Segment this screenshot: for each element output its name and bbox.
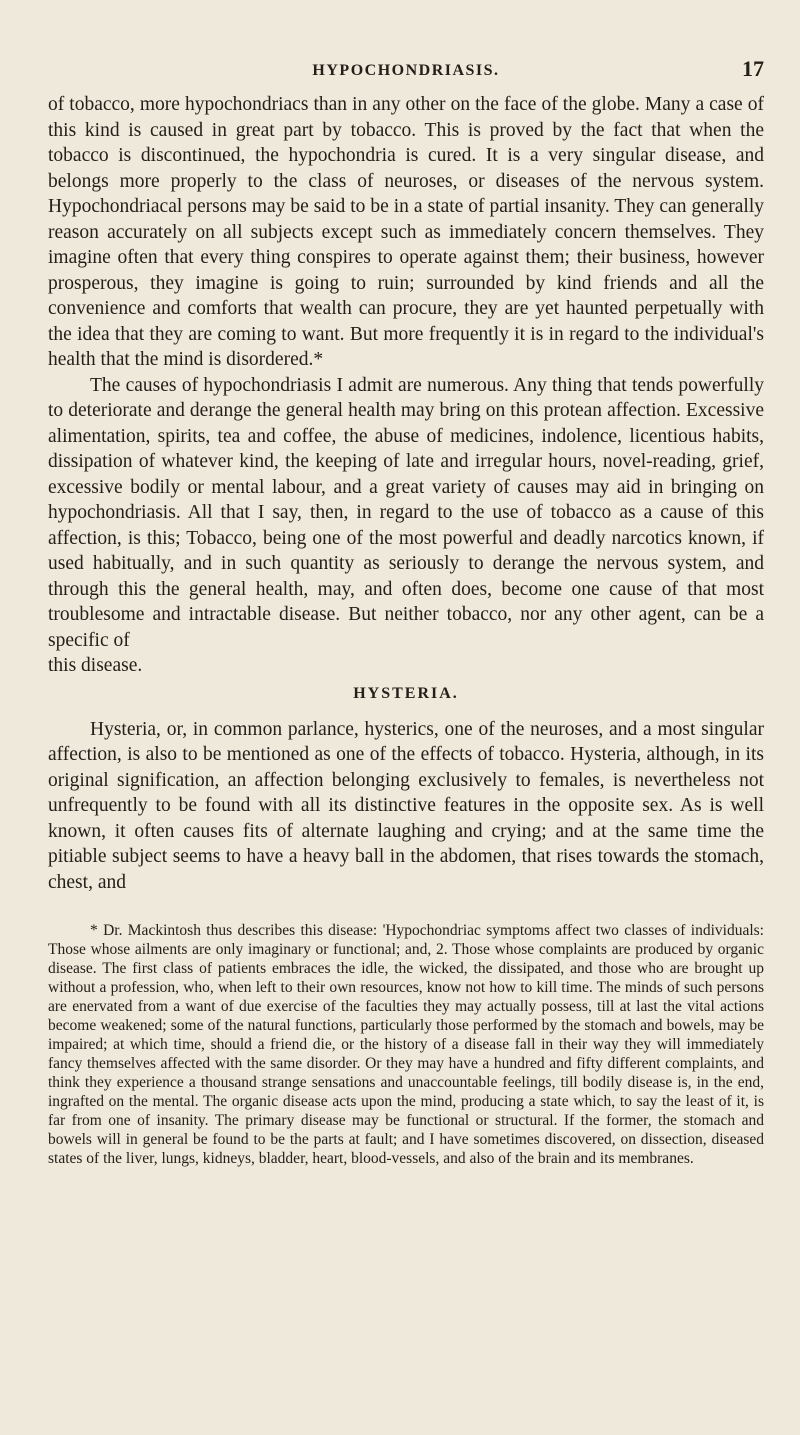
paragraph-causes-end: this disease. (48, 655, 143, 676)
footnote-text: * Dr. Mackintosh thus describes this disease: 'Hypochondriac symptoms affect two classes of individuals: Those whose ailments are only imaginary or functional; and, 2. Those whose complaints are produced by organic disease. The first class of patients embraces the idle, the wicked, the dissipated, and those who are brought up without a profession, who, when left to their own resources, know not how to kill time. The minds of such persons are enervated from a want of due exercise of the faculties they may actually possess, till at last the vital actions become weakened; some of the natural functions, particularly those performed by the stomach and bowels, may be impaired; at which time, should a friend die, or the history of a disease fall in their way they will immediately fancy themselves affected with the same disorder. Or they may have a hundred and fifty different complaints, and think they experience a thousand strange sensations and unaccountable feelings, till bodily disease is, in the end, ingrafted on the mental. The organic disease acts upon the mind, producing a state which, to say the least of it, is far from one of insanity. The primary disease may be functional or structural. If the former, the stomach and bowels will in general be found to be the parts at fault; and I have sometimes discovered, on dissection, diseased states of the liver, lungs, kidneys, bladder, heart, blood-vessels, and also of the brain and its membranes. (48, 922, 764, 1167)
paragraph-tobacco-hypochondria: of tobacco, more hypochondriacs than in any other on the face of the globe. Many a case of this kind is caused in great part by tobacco. This is proved by the fact that when the tobacco is discontinued, the hypochondria is cured. It is a very singular disease, and belongs more properly to the class of neuroses, or diseases of the nervous system. Hypochondriacal persons may be said to be in a state of partial insanity. They can generally reason accurately on all subjects except such as immediately concern themselves. They imagine often that every thing conspires to operate against them; their business, however prosperous, they imagine is going to ruin; surrounded by kind friends and all the convenience and comforts that wealth can procure, they are yet haunted perpetually with the idea that they are coming to want. But more frequently it is in regard to the individual's health that the mind is disordered.* (48, 94, 764, 370)
running-title: HYPOCHONDRIASIS. (312, 62, 500, 79)
footnote (48, 921, 764, 1168)
running-head (48, 56, 764, 92)
page-number: 17 (742, 56, 764, 81)
section-heading-hysteria: HYSTERIA. (353, 684, 459, 702)
paragraph-causes: The causes of hypochondriasis I admit are numerous. Any thing that tends powerfully to deteriorate and derange the general health may bring on this protean affection. Excessive alimentation, spirits, tea and coffee, the abuse of medicines, indolence, licentious habits, dissipation of whatever kind, the keeping of late and irregular hours, novel-reading, grief, excessive bodily or mental labour, and a great variety of causes may aid in bringing on hypochondriasis. All that I say, then, in regard to the use of tobacco as a cause of this affection, is this; Tobacco, being one of the most powerful and deadly narcotics known, if used habitually, and in such quantity as seriously to derange the nervous system, and through this the general health, may, and often does, become one cause of that most troublesome and intractable disease. But neither tobacco, nor any other agent, can be a specific of (48, 374, 764, 651)
book-page (48, 56, 764, 1422)
body-text (48, 92, 764, 895)
paragraph-hysteria: Hysteria, or, in common parlance, hysterics, one of the neuroses, and a most singular affection, is also to be mentioned as one of the effects of tobacco. Hysteria, although, in its original signification, an affection belonging exclusively to females, is nevertheless not unfrequently to be found with all its distinctive features in the opposite sex. As is well known, it often causes fits of alternate laughing and crying; and at the same time the pitiable subject seems to have a heavy ball in the abdomen, that rises towards the stomach, chest, and (48, 718, 764, 893)
